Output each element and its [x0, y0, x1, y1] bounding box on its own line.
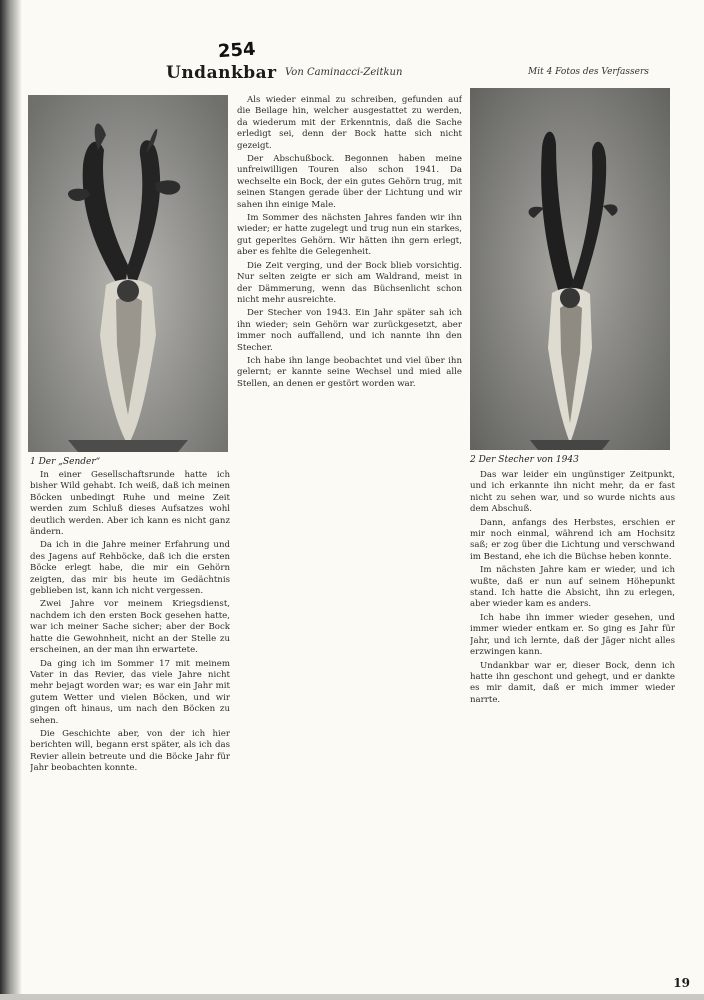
figure-caption-2: 2 Der Stecher von 1943 [470, 455, 579, 465]
paragraph: Ich habe ihn lange beobachtet und viel über ihn gelernt; er kannte seine Wechsel und mied alle Stellen, an denen er gestört worden war. [237, 355, 462, 389]
text-column-right [470, 470, 675, 985]
scan-edge-shadow [0, 0, 22, 1000]
article-byline: Von Caminacci-Zeitkun [285, 67, 403, 78]
article-title: Undankbar [166, 63, 277, 83]
figures-note: Mit 4 Fotos des Verfassers [528, 67, 649, 77]
handwritten-page-note: 254 [217, 38, 257, 63]
antler-photo-2 [470, 88, 670, 450]
paragraph: Undankbar war er, dieser Bock, denn ich hatte ihn geschont und gehegt, und er dankte es mir damit, daß er mich immer wieder narrte. [470, 660, 675, 705]
antler-trophy-image [28, 95, 228, 452]
paragraph: Der Abschußbock. Begonnen haben meine unfreiwilligen Touren also schon 1941. Da wechselte ein Bock, der ein gutes Gehörn trug, mit seinen Stangen gerade über der Lichtung und wir sahen ihn einige Male. [237, 154, 462, 210]
scan-bottom-edge [0, 994, 704, 1000]
text-column-left [30, 470, 230, 985]
paragraph: Da ich in die Jahre meiner Erfahrung und des Jagens auf Rehböcke, daß ich die ersten Böcke erlegt habe, die mir ein Gehörn zeigten, das mir bis heute im Gedächtnis geblieben ist, kann ich nicht vergessen. [30, 540, 230, 597]
paragraph: In einer Gesellschaftsrunde hatte ich bisher Wild gehabt. Ich weiß, daß ich meinen Böcken unbedingt Ruhe und meine Zeit werden zum Schluß dieses Aufsatzes wohl deutlich werden. Aber ich kann es nicht ganz ändern. [30, 470, 230, 538]
paragraph: Die Zeit verging, und der Bock blieb vorsichtig. Nur selten zeigte er sich am Waldrand, meist in der Dämmerung, wenn das Büchsenlicht schon nicht mehr ausreichte. [237, 260, 462, 305]
text-column-middle [237, 95, 462, 985]
figure-caption-1: 1 Der „Sender“ [30, 457, 101, 467]
paragraph: Als wieder einmal zu schreiben, gefunden auf die Beilage hin, welcher ausgestattet zu werden, da wiederum mit der Erkenntnis, daß die Sache erledigt sei, denn der Bock hatte sich nicht gezeigt. [237, 95, 462, 151]
antler-trophy-image [470, 88, 670, 450]
paragraph: Der Stecher von 1943. Ein Jahr später sah ich ihn wieder; sein Gehörn war zurückgesetzt, aber immer noch auffallend, und ich nannte ihn den Stecher. [237, 308, 462, 353]
paragraph: Im Sommer des nächsten Jahres fanden wir ihn wieder; er hatte zugelegt und trug nun ein starkes, gut geperltes Gehörn. Wir hätten ihn gern erlegt, aber es fehlte die Gelegenheit. [237, 213, 462, 258]
paragraph: Dann, anfangs des Herbstes, erschien er mir noch einmal, während ich am Hochsitz saß; er zog über die Lichtung und verschwand im Bestand, ehe ich die Büchse heben konnte. [470, 517, 675, 562]
paragraph: Ich habe ihn immer wieder gesehen, und immer wieder entkam er. So ging es Jahr für Jahr, und ich lernte, daß der Jäger nicht alles erzwingen kann. [470, 612, 675, 658]
paragraph: Zwei Jahre vor meinem Kriegsdienst, nachdem ich den ersten Bock gesehen hatte, war ich meiner Sache sicher; aber der Bock hatte die Gewohnheit, nicht an der Stelle zu erscheinen, an der man ihn erwartete. [30, 599, 230, 656]
antler-photo-1 [28, 95, 228, 452]
page-number: 19 [673, 976, 690, 990]
paragraph: Da ging ich im Sommer 17 mit meinem Vater in das Revier, das viele Jahre nicht mehr bejagt worden war; es war ein Jahr mit gutem Wetter und vielen Böcken, und wir gingen oft hinaus, um nach den Böcken zu sehen. [30, 658, 230, 726]
paragraph: Das war leider ein ungünstiger Zeitpunkt, und ich erkannte ihn nicht mehr, da er fast nicht zu sehen war, und so wurde nichts aus dem Abschuß. [470, 470, 675, 515]
paragraph: Die Geschichte aber, von der ich hier berichten will, begann erst später, als ich das Revier allein betreute und die Böcke Jahr für Jahr beobachten konnte. [30, 728, 230, 774]
paragraph: Im nächsten Jahre kam er wieder, und ich wußte, daß er nun auf seinem Höhepunkt stand. Ich hatte die Absicht, ihn zu erlegen, aber wieder kam es anders. [470, 565, 675, 610]
